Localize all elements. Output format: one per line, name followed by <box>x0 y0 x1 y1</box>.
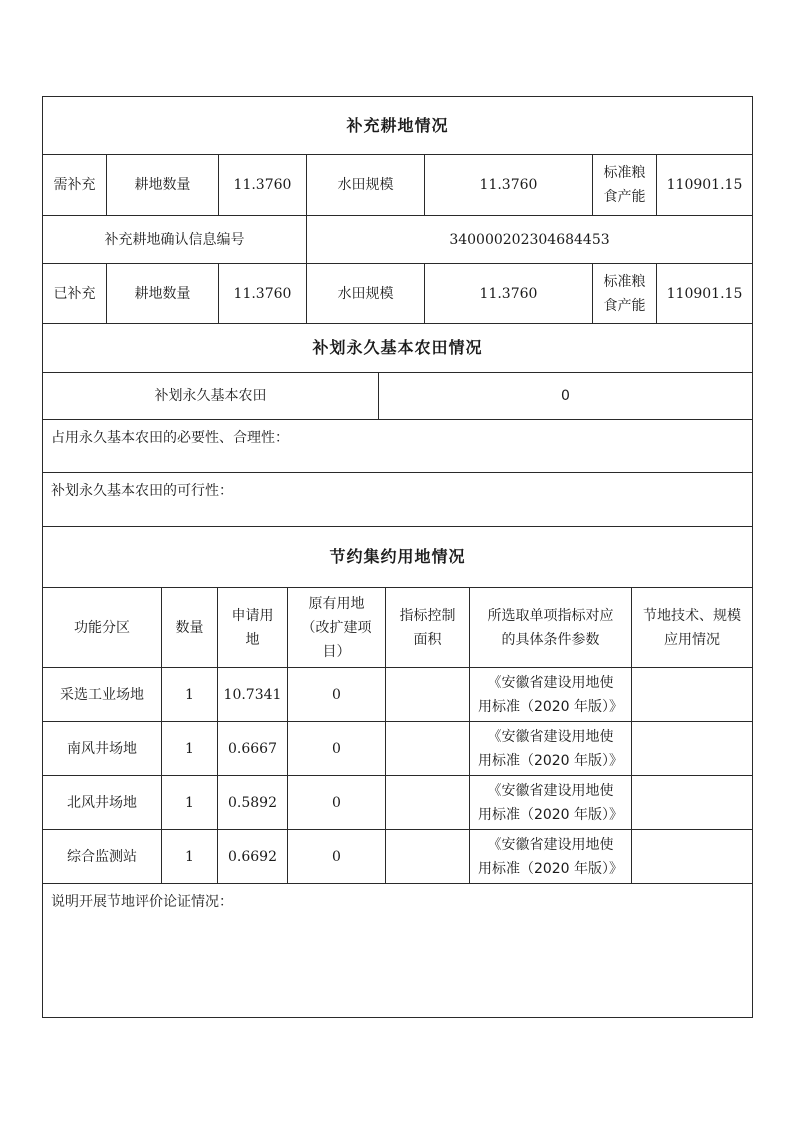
saving-table <box>42 526 753 1018</box>
row-zone: 综合监测站 <box>43 830 162 884</box>
row-apply: 0.5892 <box>218 776 288 830</box>
header-tech-line-2: 应用情况 <box>664 631 721 648</box>
permanent-title: 补划永久基本农田情况 <box>43 324 753 373</box>
required-grain-value: 110901.15 <box>657 155 753 216</box>
header-control-line-2: 面积 <box>413 631 442 648</box>
table-row <box>43 668 753 722</box>
done-paddy-label: 水田规模 <box>307 264 425 324</box>
required-grain-label-2: 食产能 <box>603 189 646 205</box>
row-apply: 0.6692 <box>218 830 288 884</box>
row-orig: 0 <box>288 776 386 830</box>
table-row <box>43 722 753 776</box>
row-cond <box>470 830 632 884</box>
evaluation-text: 说明开展节地评价论证情况： <box>43 884 753 1018</box>
row-zone: 南风井场地 <box>43 722 162 776</box>
done-grain-label-1: 标准粮 <box>603 273 646 290</box>
required-paddy-value: 11.3760 <box>425 155 593 216</box>
row-tech <box>632 776 753 830</box>
land-use-form <box>42 96 752 1018</box>
row-cond <box>470 668 632 722</box>
row-count: 1 <box>162 776 218 830</box>
row-cond-line-2: 用标准（2020 年版）》 <box>477 698 624 715</box>
row-control <box>386 668 470 722</box>
confirm-label: 补充耕地确认信息编号 <box>43 216 307 264</box>
row-zone: 采选工业场地 <box>43 668 162 722</box>
row-count: 1 <box>162 722 218 776</box>
done-paddy-value: 11.3760 <box>425 264 593 324</box>
done-grain-label-2: 食产能 <box>603 297 646 314</box>
row-cond-line-1: 《安徽省建设用地使 <box>487 728 614 745</box>
header-apply <box>218 588 288 668</box>
header-cond <box>470 588 632 668</box>
table-row <box>43 830 753 884</box>
header-control-line-1: 指标控制 <box>399 607 456 624</box>
confirm-value: 340000202304684453 <box>307 216 753 264</box>
row-tech <box>632 668 753 722</box>
header-orig-line-2: （改扩建项 <box>301 619 372 636</box>
row-orig: 0 <box>288 830 386 884</box>
supplement-title: 补充耕地情况 <box>43 97 753 155</box>
row-apply: 10.7341 <box>218 668 288 722</box>
row-count: 1 <box>162 830 218 884</box>
required-farmland-value: 11.3760 <box>219 155 307 216</box>
row-apply: 0.6667 <box>218 722 288 776</box>
permanent-row-label: 补划永久基本农田 <box>43 373 379 420</box>
header-count: 数量 <box>162 588 218 668</box>
header-control <box>386 588 470 668</box>
done-label: 已补充 <box>43 264 107 324</box>
header-orig <box>288 588 386 668</box>
row-control <box>386 722 470 776</box>
row-cond-line-2: 用标准（2020 年版）》 <box>477 860 624 877</box>
required-paddy-label: 水田规模 <box>307 155 425 216</box>
done-grain-label <box>593 264 657 324</box>
row-cond-line-2: 用标准（2020 年版）》 <box>477 752 624 769</box>
row-tech <box>632 722 753 776</box>
row-count: 1 <box>162 668 218 722</box>
done-farmland-value: 11.3760 <box>219 264 307 324</box>
permanent-table <box>42 323 753 527</box>
row-cond-line-1: 《安徽省建设用地使 <box>487 782 614 799</box>
row-control <box>386 830 470 884</box>
row-orig: 0 <box>288 668 386 722</box>
header-apply-line-2: 地 <box>245 631 260 648</box>
header-apply-line-1: 申请用 <box>231 607 274 624</box>
row-orig: 0 <box>288 722 386 776</box>
row-tech <box>632 830 753 884</box>
header-tech <box>632 588 753 668</box>
supplement-table <box>42 96 753 324</box>
header-cond-line-2: 的具体条件参数 <box>501 631 600 648</box>
header-orig-line-1: 原有用地 <box>308 595 365 612</box>
required-grain-label <box>593 155 657 216</box>
row-cond-line-2: 用标准（2020 年版）》 <box>477 806 624 823</box>
header-cond-line-1: 所选取单项指标对应 <box>487 607 614 624</box>
row-cond-line-1: 《安徽省建设用地使 <box>487 674 614 691</box>
feasibility-text: 补划永久基本农田的可行性： <box>43 473 753 527</box>
row-cond <box>470 776 632 830</box>
done-farmland-label: 耕地数量 <box>107 264 219 324</box>
row-cond-line-1: 《安徽省建设用地使 <box>487 836 614 853</box>
row-zone: 北风井场地 <box>43 776 162 830</box>
required-label: 需补充 <box>43 155 107 216</box>
necessity-text: 占用永久基本农田的必要性、合理性： <box>43 420 753 473</box>
header-tech-line-1: 节地技术、规模 <box>643 607 742 624</box>
header-zone: 功能分区 <box>43 588 162 668</box>
row-cond <box>470 722 632 776</box>
row-control <box>386 776 470 830</box>
table-row <box>43 776 753 830</box>
permanent-row-value: 0 <box>379 373 753 420</box>
saving-title: 节约集约用地情况 <box>43 527 753 588</box>
required-farmland-label: 耕地数量 <box>107 155 219 216</box>
header-orig-line-3: 目） <box>322 643 351 660</box>
required-grain-label-1: 标准粮 <box>603 165 646 181</box>
done-grain-value: 110901.15 <box>657 264 753 324</box>
